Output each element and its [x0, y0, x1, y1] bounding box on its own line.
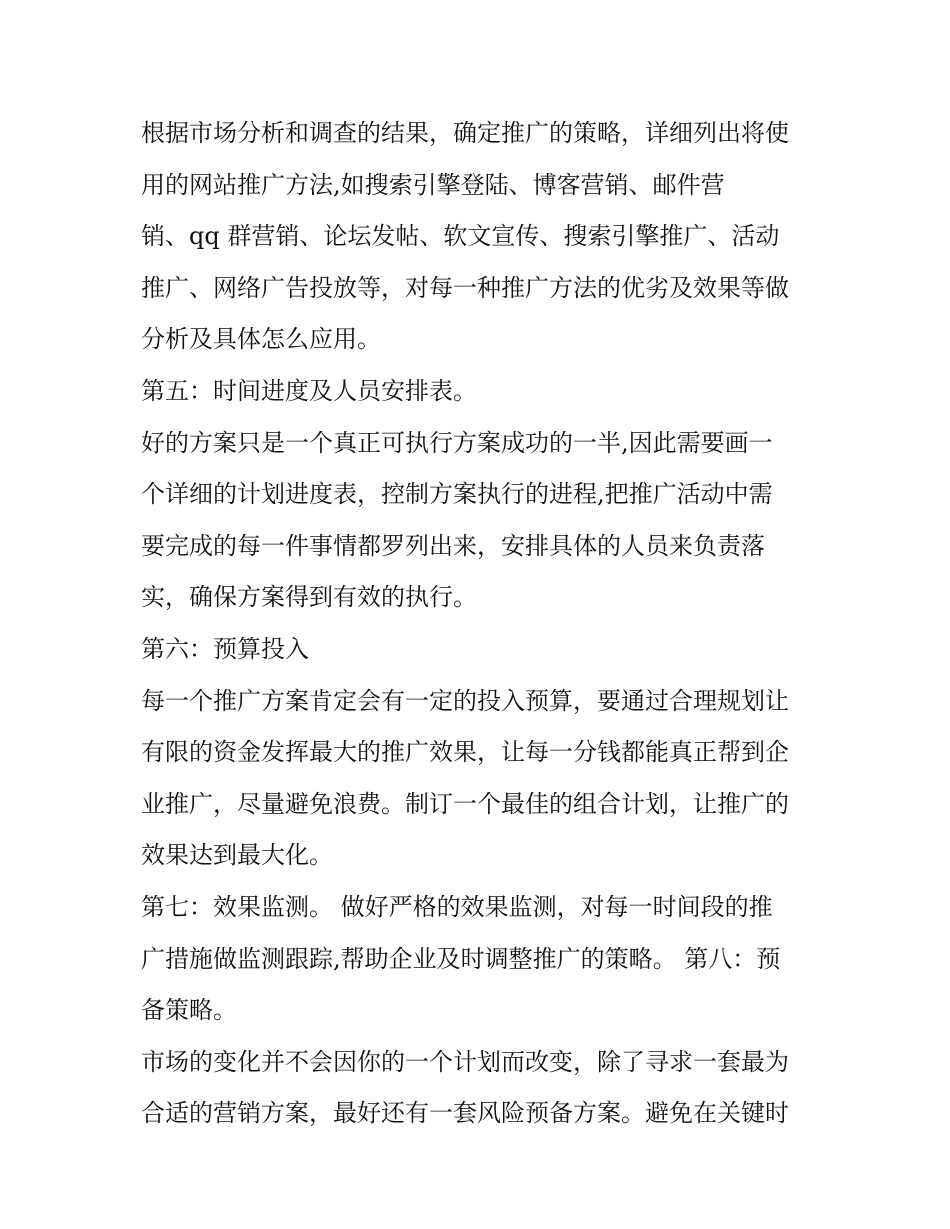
document-body [141, 108, 821, 1140]
text-line: 销、qq 群营销、论坛发帖、软文宣传、搜索引擎推广、活动 [141, 222, 780, 251]
text-line: 根据市场分析和调查的结果，确定推广的策略，详细列出将使 [141, 119, 789, 147]
text-line: 备策略。 [141, 996, 237, 1025]
section-heading-7: 第七：效果监测。 做好严格的效果监测，对每一时间段的推 [141, 892, 773, 921]
section-heading-5: 第五：时间进度及人员安排表。 [141, 376, 477, 405]
text-line: 市场的变化并不会因你的一个计划而改变，除了寻求一套最为 [141, 1047, 789, 1076]
text-line: 用的网站推广方法,如搜索引擎登陆、博客营销、邮件营 [141, 170, 725, 199]
text-line: 有限的资金发挥最大的推广效果，让每一分钱都能真正帮到企 [141, 738, 789, 767]
section-heading-6: 第六：预算投入 [141, 634, 309, 663]
text-line: 效果达到最大化。 [141, 841, 333, 870]
text-line: 实，确保方案得到有效的执行。 [141, 583, 477, 612]
text-line: 广措施做监测跟踪,帮助企业及时调整推广的策略。 第八：预 [141, 944, 781, 973]
text-line: 个详细的计划进度表，控制方案执行的进程,把推广活动中需 [141, 480, 773, 509]
text-line: 业推广，尽量避免浪费。制订一个最佳的组合计划，让推广的 [141, 789, 789, 818]
text-line: 推广、网络广告投放等，对每一种推广方法的优劣及效果等做 [141, 273, 789, 302]
text-line: 好的方案只是一个真正可执行方案成功的一半,因此需要画一 [141, 428, 773, 457]
text-line: 合适的营销方案，最好还有一套风险预备方案。避免在关键时 [141, 1099, 789, 1128]
text-line: 分析及具体怎么应用。 [141, 325, 381, 354]
text-line: 每一个推广方案肯定会有一定的投入预算，要通过合理规划让 [141, 686, 789, 715]
text-line: 要完成的每一件事情都罗列出来，安排具体的人员来负责落 [141, 531, 765, 560]
